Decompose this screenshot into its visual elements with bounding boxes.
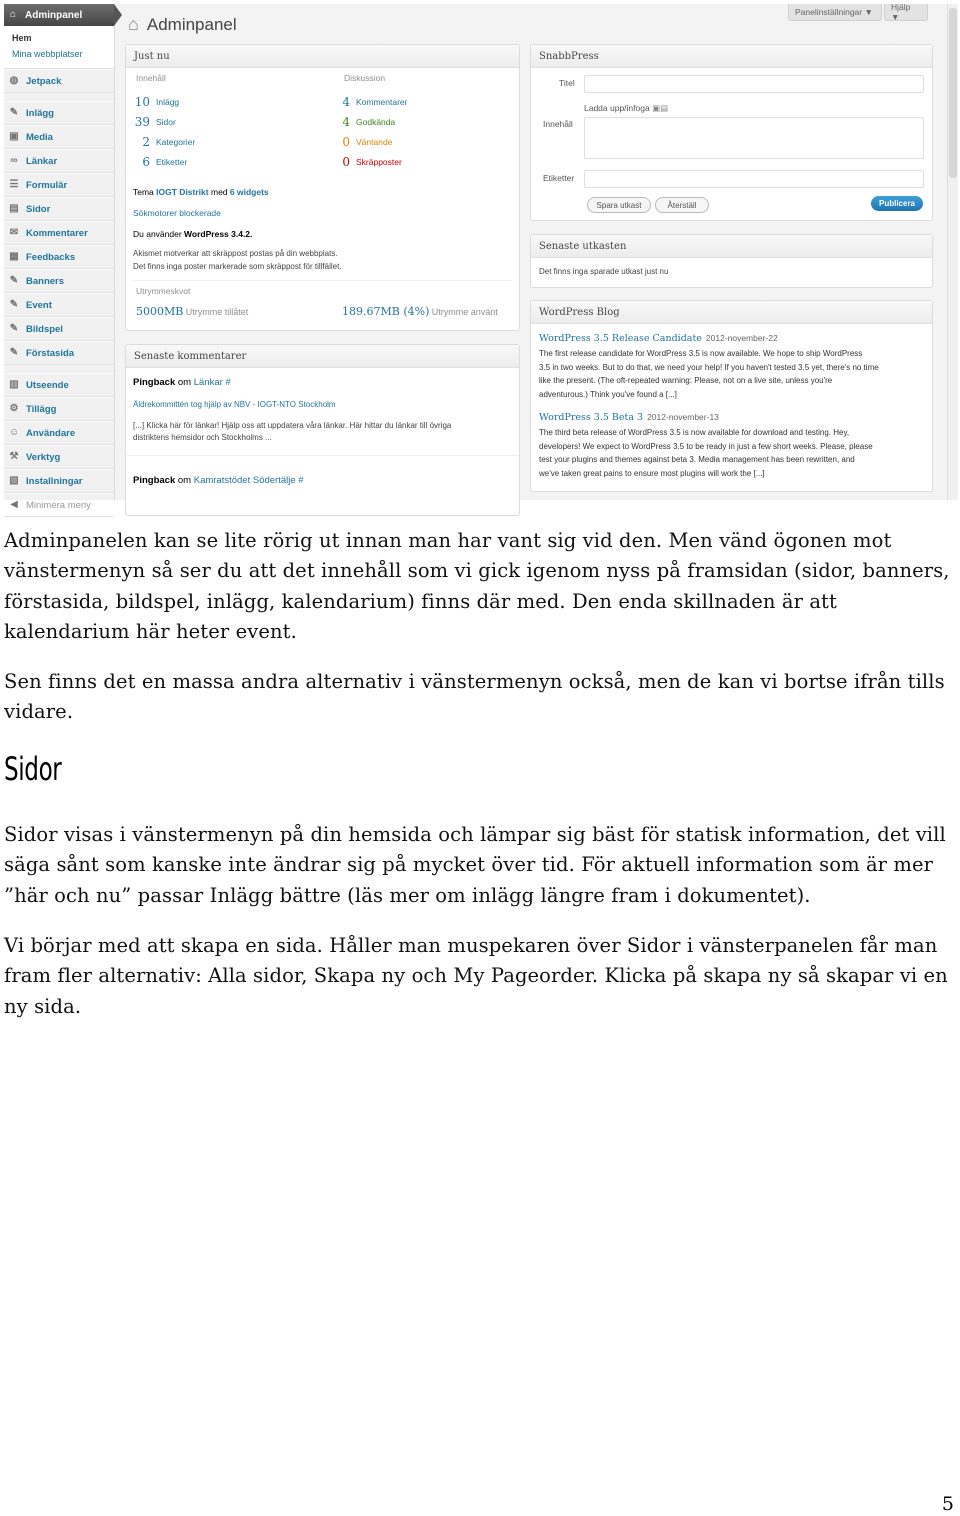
sidebar-item-slideshow[interactable]: ✎ Bildspel: [4, 317, 114, 341]
feedback-icon: ▦: [9, 251, 19, 262]
title-input[interactable]: [584, 75, 924, 93]
sidebar-item-pages[interactable]: ▤ Sidor: [4, 197, 114, 221]
paragraph-intro: Adminpanelen kan se lite rörig ut innan man har vant sig vid den. Men vänd ögonen mot vänstermenyn så ser du att det innehåll som vi gick igenom nyss på framsidan (sidor, banners, förstasida, bildspel, inlägg, kalendarium) finns där med. Den enda skillnaden är att kalendarium här heter event.: [4, 529, 950, 643]
theme-info: Tema IOGT Distrikt med 6 widgets: [133, 187, 269, 197]
sidebar-item-jetpack[interactable]: ◍ Jetpack: [4, 69, 114, 93]
sidebar-item-tools[interactable]: ⚒ Verktyg: [4, 445, 114, 469]
sidebar-item-posts[interactable]: ✎ Inlägg: [4, 101, 114, 125]
page-number: 5: [941, 1493, 954, 1515]
stat-approved[interactable]: 4 Godkända: [342, 115, 396, 129]
pin-icon: ✎: [9, 107, 19, 118]
reset-button[interactable]: Återställ: [655, 197, 709, 213]
content-heading: Innehåll: [136, 73, 166, 83]
akismet-spam-info: Det finns inga poster markerade som skräppost för tillfället.: [133, 262, 342, 271]
tags-input[interactable]: [584, 170, 924, 188]
section-heading: Sidor: [4, 750, 62, 788]
pin-icon: ✎: [9, 275, 19, 286]
sidebar-submenu: [4, 26, 114, 69]
sidebar-item-links[interactable]: ∞ Länkar: [4, 149, 114, 173]
comment-icon: ✉: [9, 227, 19, 238]
sidebar-item-frontpage[interactable]: ✎ Förstasida: [4, 341, 114, 365]
admin-sidebar: [4, 4, 115, 511]
wordpress-blog-widget: [530, 300, 933, 492]
discussion-heading: Diskussion: [344, 73, 386, 83]
blog-post-title[interactable]: WordPress 3.5 Beta 3 2012-november-13: [539, 412, 719, 423]
paragraph-pages: Sidor visas i vänstermenyn på din hemsida och lämpar sig bäst för statisk information, det vill säga sånt som kanske inte ändrar sig på mycket över tid. För aktuell information som är mer ”här och nu” passar Inlägg bättre (läs mer om inlägg längre fram i dokumentet).: [4, 823, 946, 907]
search-engines-blocked-link[interactable]: Sökmotorer blockerade: [133, 208, 221, 218]
plugin-icon: ⚙: [9, 403, 19, 414]
page-title: ⌂ Adminpanel: [128, 14, 237, 34]
jetpack-icon: ◍: [9, 75, 19, 86]
content-label: Innehåll: [543, 119, 573, 129]
content-textarea[interactable]: [584, 117, 924, 159]
sidebar-item-forms[interactable]: ☰ Formulär: [4, 173, 114, 197]
widget-title: Senaste kommentarer: [126, 345, 519, 368]
help-button[interactable]: Hjälp ▼: [884, 4, 928, 21]
sidebar-item-banners[interactable]: ✎ Banners: [4, 269, 114, 293]
title-label: Titel: [559, 78, 575, 88]
pin-icon: ✎: [9, 299, 19, 310]
admin-screenshot: [4, 2, 958, 511]
sidebar-item-media[interactable]: ▣ Media: [4, 125, 114, 149]
widget-title: Just nu: [126, 45, 519, 68]
quota-allowed: 5000MB Utrymme tillåtet: [136, 305, 249, 318]
upload-label[interactable]: Ladda upp/infoga ▣▤: [584, 103, 669, 113]
form-icon: ☰: [9, 179, 19, 190]
scrollbar-thumb[interactable]: [949, 8, 957, 178]
link-icon: ∞: [10, 155, 18, 166]
stat-categories[interactable]: 2 Kategorier: [142, 135, 196, 149]
widget-title: Senaste utkasten: [531, 235, 932, 258]
stat-pages[interactable]: 39 Sidor: [134, 115, 176, 129]
pin-icon: ✎: [9, 347, 19, 358]
screen-options-button[interactable]: Panelinställningar ▼: [788, 4, 882, 21]
blog-post-excerpt: The first release candidate for WordPress 3.5 is now available. We hope to ship WordPress 3.5 in two weeks. But to do that, we need your help! If you haven't tested 3.5 yet, there's no time like the present. (The oft-repeated warning: Please, not on a live site, unless you're adventurous.) Think you've found a [...]: [539, 349, 879, 399]
sidebar-item-appearance[interactable]: ▥ Utseende: [4, 373, 114, 397]
quota-used: 189.67MB (4%) Utrymme använt: [342, 305, 498, 318]
comment-link[interactable]: Äldrekommittén tog hjälp av NBV - IOGT-NTO Stockholm: [133, 400, 336, 409]
no-drafts-text: Det finns inga sparade utkast just nu: [539, 267, 669, 276]
home-icon: ⌂: [128, 14, 139, 34]
blog-post-title[interactable]: WordPress 3.5 Release Candidate 2012-november-22: [539, 333, 778, 344]
sidebar-item-feedbacks[interactable]: ▦ Feedbacks: [4, 245, 114, 269]
appearance-icon: ▥: [9, 379, 19, 390]
sidebar-header-label: Adminpanel: [25, 9, 83, 21]
comment-excerpt-cont: distriktens hemsidor och Stockholms ...: [133, 433, 272, 442]
sidebar-item-settings[interactable]: ▧ Installningar: [4, 469, 114, 493]
comment-header: Pingback om Kamratstödet Södertälje #: [133, 475, 304, 486]
paragraph-other-options: Sen finns det en massa andra alternativ i vänstermenyn också, men de kan vi bortse ifrån tills vidare.: [4, 670, 945, 724]
sidebar-item-users[interactable]: ☺ Användare: [4, 421, 114, 445]
media-icon: ▣▤: [652, 103, 669, 113]
widget-title: WordPress Blog: [531, 301, 932, 324]
stat-posts[interactable]: 10 Inlägg: [134, 95, 180, 109]
media-icon: ▣: [9, 131, 19, 142]
collapse-icon: ◀: [10, 499, 18, 510]
settings-icon: ▧: [9, 475, 19, 486]
right-now-widget: [125, 44, 520, 331]
tools-icon: ⚒: [9, 451, 19, 462]
comment-header: Pingback om Länkar #: [133, 377, 231, 388]
sidebar-item-plugins[interactable]: ⚙ Tillägg: [4, 397, 114, 421]
version-info: Du använder WordPress 3.4.2.: [133, 229, 253, 239]
scrollbar[interactable]: [947, 4, 958, 500]
pages-icon: ▤: [9, 203, 19, 214]
blog-post-excerpt: The third beta release of WordPress 3.5 is now available for download and testing. Hey, developers! We expect to WordPress 3.5 to be ready in just a few short weeks. Please, please test your plugins and themes against beta 3. Media management has been rewritten, and we've taken great pains to ensure most plugins will work the [...]: [539, 428, 873, 478]
sidebar-item-comments[interactable]: ✉ Kommentarer: [4, 221, 114, 245]
sidebar-header[interactable]: [4, 4, 114, 26]
comment-excerpt: [...] Klicka här för länkar! Hjälp oss att uppdatera våra länkar. Här hittar du länkar till övriga: [133, 421, 452, 430]
sidebar-item-event[interactable]: ✎ Event: [4, 293, 114, 317]
recent-comments-widget: [125, 344, 520, 516]
publish-button[interactable]: Publicera: [871, 196, 923, 211]
akismet-info: Akismet motverkar att skräppost postas på din webbplats.: [133, 249, 338, 258]
recent-drafts-widget: [530, 234, 933, 288]
stat-comments[interactable]: 4 Kommentarer: [342, 95, 408, 109]
stat-tags[interactable]: 6 Etiketter: [142, 155, 188, 169]
stat-pending[interactable]: 0 Väntande: [342, 135, 393, 149]
home-icon: ⌂: [10, 9, 17, 20]
sidebar-item-home[interactable]: Hem: [12, 33, 32, 43]
quickpress-widget: [530, 44, 933, 221]
users-icon: ☺: [8, 427, 20, 438]
save-draft-button[interactable]: Spara utkast: [587, 197, 651, 213]
paragraph-create-page: Vi börjar med att skapa en sida. Håller man muspekaren över Sidor i vänsterpanelen får man fram fler alternativ: Alla sidor, Skapa ny och My Pageorder. Klicka på skapa ny så skapar vi en ny sida.: [4, 934, 948, 1018]
quota-heading: Utrymmeskvot: [136, 286, 191, 296]
sidebar-collapse[interactable]: ◀ Minimera meny: [4, 493, 114, 517]
sidebar-item-my-sites[interactable]: Mina webbplatser: [12, 49, 83, 59]
pin-icon: ✎: [9, 323, 19, 334]
tags-label: Etiketter: [543, 173, 575, 183]
stat-spam[interactable]: 0 Skräpposter: [342, 155, 402, 169]
widget-title: SnabbPress: [531, 45, 932, 68]
